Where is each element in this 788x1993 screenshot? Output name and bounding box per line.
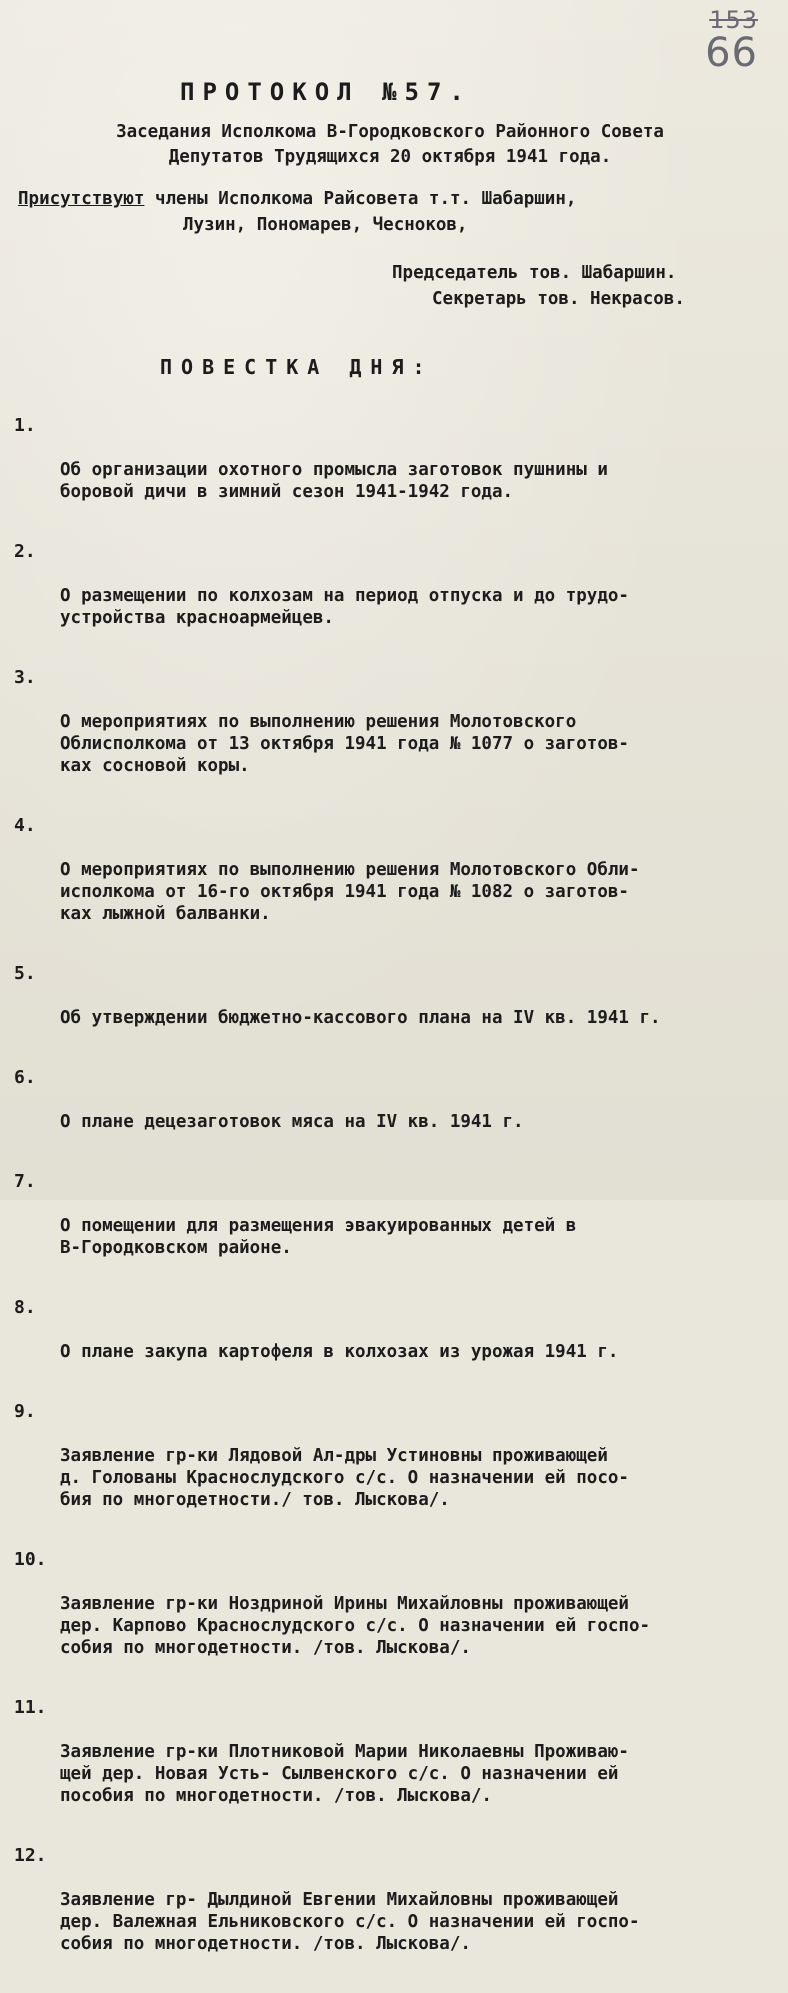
attendees-line-1: члены Исполкома Райсовета т.т. Шабаршин, xyxy=(144,189,577,209)
agenda-item-number: 12. xyxy=(14,1845,47,1866)
attendees-block xyxy=(18,186,738,238)
agenda-item-number: 6. xyxy=(14,1067,36,1088)
agenda-item xyxy=(14,1697,784,1829)
agenda-item-number: 8. xyxy=(14,1297,36,1318)
archive-number-old: 153 xyxy=(709,6,758,34)
agenda-item-number: 11. xyxy=(14,1697,47,1718)
agenda-item xyxy=(14,1171,784,1281)
agenda-item-text: О мероприятиях по выполнению решения Молотовского Обли- исполкома от 16-го октября 1941 года № 1082 о заготов- ках лыжной балванки. xyxy=(60,860,640,924)
agenda-item-text: О плане децезаготовок мяса на IV кв. 1941 г. xyxy=(60,1112,524,1132)
agenda-item-text: Об организации охотного промысла заготовок пушнины и боровой дичи в зимний сезон 1941-1942 года. xyxy=(60,460,608,502)
secretary-line: Секретарь тов. Некрасов. xyxy=(432,289,685,309)
agenda-item-number: 9. xyxy=(14,1401,36,1422)
agenda-item-text: Заявление гр-ки Лядовой Ал-дры Устиновны проживающей д. Голованы Краснослудского с/с. О назначении ей посо- бия по многодетности./ тов. Лыскова/. xyxy=(60,1446,629,1510)
agenda-heading: ПОВЕСТКА ДНЯ: xyxy=(160,355,434,379)
agenda-item xyxy=(14,541,784,651)
agenda-item-number: 10. xyxy=(14,1549,47,1570)
agenda-item-text: О помещении для размещения эвакуированных детей в В-Городковском районе. xyxy=(60,1216,577,1258)
agenda-item-text: О размещении по колхозам на период отпуска и до трудо- устройства красноармейцев. xyxy=(60,586,629,628)
agenda-item-text: Заявление гр-ки Плотниковой Марии Николаевны Проживаю- щей дер. Новая Усть- Сылвенского с/с. О назначении ей пособия по многодетности. /тов. Лыскова/. xyxy=(60,1742,629,1806)
attendees-line-2: Лузин, Пономарев, Чесноков, xyxy=(183,215,468,235)
agenda-item-number: 5. xyxy=(14,963,36,984)
attendees-label: Присутствуют xyxy=(18,189,145,209)
agenda-item xyxy=(14,1549,784,1681)
agenda-item-number: 2. xyxy=(14,541,36,562)
chairman-line: Председатель тов. Шабаршин. xyxy=(392,263,677,283)
agenda-item-number: 7. xyxy=(14,1171,36,1192)
agenda-item xyxy=(14,415,784,525)
agenda-item xyxy=(14,963,784,1051)
agenda-item-text: Заявление гр- Дылдиной Евгении Михайловны проживающей дер. Валежная Ельниковского с/с. О назначении ей госпо- собия по многодетности. /тов. Лыскова/. xyxy=(60,1890,640,1954)
agenda-list xyxy=(14,415,784,1993)
archive-number-new: 66 xyxy=(705,30,758,76)
agenda-item-number: 1. xyxy=(14,415,36,436)
agenda-item xyxy=(14,1845,784,1977)
agenda-item-text: О плане закупа картофеля в колхозах из урожая 1941 г. xyxy=(60,1342,619,1362)
agenda-item-text: Заявление гр-ки Ноздриной Ирины Михайловны проживающей дер. Карпово Краснослудского с/с. О назначении ей госпо- собия по многодетности. /тов. Лыскова/. xyxy=(60,1594,651,1658)
archive-page-number xyxy=(705,6,758,76)
agenda-item xyxy=(14,1297,784,1385)
protocol-title: ПРОТОКОЛ №57. xyxy=(180,78,472,106)
agenda-item xyxy=(14,667,784,799)
protocol-subtitle xyxy=(50,120,730,170)
agenda-item xyxy=(14,1067,784,1155)
agenda-item-number: 4. xyxy=(14,815,36,836)
agenda-item-text: Об утверждении бюджетно-кассового плана на IV кв. 1941 г. xyxy=(60,1008,661,1028)
agenda-item xyxy=(14,815,784,947)
agenda-item-text: О мероприятиях по выполнению решения Молотовского Облисполкома от 13 октября 1941 года № 1077 о заготов- ках сосновой коры. xyxy=(60,712,629,776)
subtitle-line-2: Депутатов Трудящихся 20 октября 1941 года. xyxy=(168,147,612,167)
agenda-item xyxy=(14,1401,784,1533)
agenda-item-number: 3. xyxy=(14,667,36,688)
officials-block xyxy=(392,260,685,312)
subtitle-line-1: Заседания Исполкома В-Городковского Районного Совета xyxy=(116,122,664,142)
